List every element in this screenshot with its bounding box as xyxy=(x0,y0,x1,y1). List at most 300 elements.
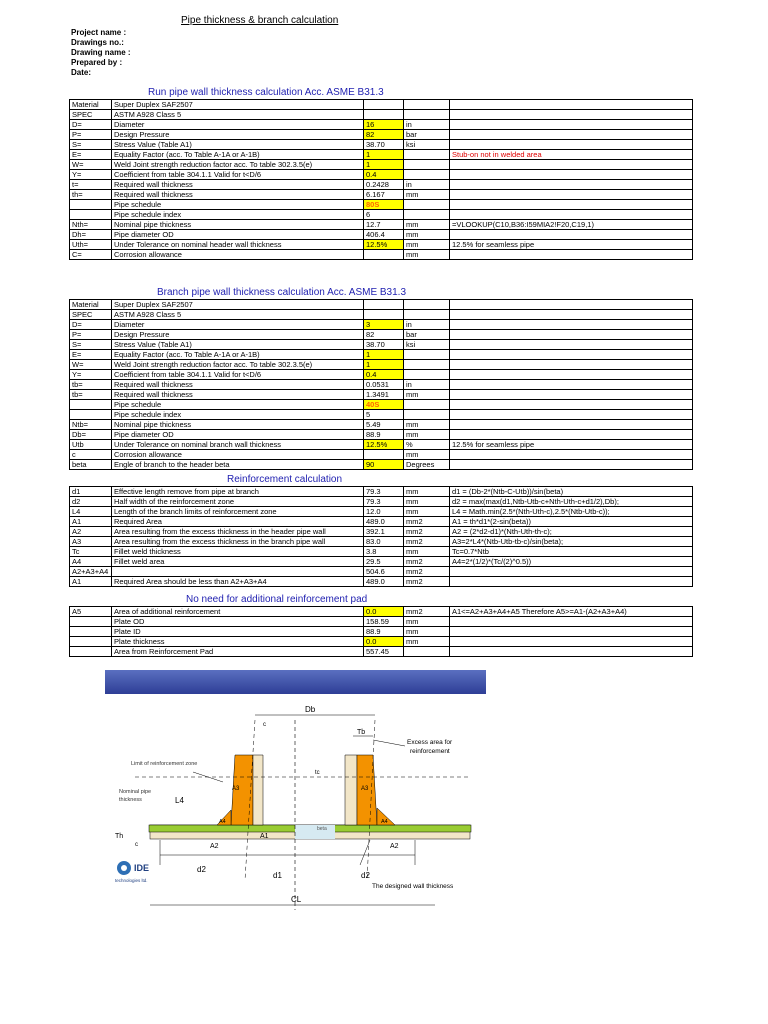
table-cell: Super Duplex SAF2507 xyxy=(112,300,364,310)
table-cell: Ntb= xyxy=(70,420,112,430)
table-row xyxy=(70,537,693,547)
table-cell: 12.5% for seamless pipe xyxy=(450,440,693,450)
label-d2-left: d2 xyxy=(197,865,206,874)
table-cell: tb= xyxy=(70,380,112,390)
table-cell xyxy=(404,150,450,160)
table-cell xyxy=(404,200,450,210)
table-row xyxy=(70,557,693,567)
table-row xyxy=(70,360,693,370)
table-cell: A2 xyxy=(70,527,112,537)
table-cell: Area resulting from the excess thickness in the branch pipe wall xyxy=(112,537,364,547)
table-cell: Half width of the reinforcement zone xyxy=(112,497,364,507)
table-cell: ksi xyxy=(404,140,450,150)
table-row xyxy=(70,330,693,340)
table-cell: Plate ID xyxy=(112,627,364,637)
label-a3-right: A3 xyxy=(361,786,369,792)
table-cell: 12.5% for seamless pipe xyxy=(450,240,693,250)
table-cell: 0.0 xyxy=(364,637,404,647)
table-cell: t= xyxy=(70,180,112,190)
label-designed: The designed wall thickness xyxy=(372,883,454,890)
table-cell: 0.4 xyxy=(364,170,404,180)
table-row xyxy=(70,647,693,657)
table-cell xyxy=(450,320,693,330)
table-cell: Stress Value (Table A1) xyxy=(112,140,364,150)
table-cell xyxy=(404,110,450,120)
table-cell: Stub-on not in welded area xyxy=(450,150,693,160)
table-cell: Pipe schedule xyxy=(112,200,364,210)
table-cell: Tc xyxy=(70,547,112,557)
drawings-no-label: Drawings no.: xyxy=(71,38,124,47)
table-cell: Corrosion allowance xyxy=(112,450,364,460)
table-cell: mm2 xyxy=(404,577,450,587)
label-l4: L4 xyxy=(175,796,184,805)
table-row xyxy=(70,320,693,330)
drawing-name-label: Drawing name : xyxy=(71,48,131,57)
table-cell: 6 xyxy=(364,210,404,220)
table-cell: A2+A3+A4 xyxy=(70,567,112,577)
table-cell: % xyxy=(404,440,450,450)
designed-leader xyxy=(360,840,370,865)
table-cell xyxy=(364,300,404,310)
table-cell: ASTM A928 Class 5 xyxy=(112,110,364,120)
table-cell xyxy=(450,330,693,340)
label-d2-right: d2 xyxy=(361,871,370,880)
label-nominal-2: thickness xyxy=(119,797,142,803)
table-cell xyxy=(70,637,112,647)
table-cell: in xyxy=(404,320,450,330)
table-cell: bar xyxy=(404,330,450,340)
table-cell: mm xyxy=(404,450,450,460)
table-cell: mm2 xyxy=(404,527,450,537)
table-cell: d1 xyxy=(70,487,112,497)
table-cell: th= xyxy=(70,190,112,200)
table-cell: 80S xyxy=(364,200,404,210)
table-cell xyxy=(450,340,693,350)
table-cell: Fillet weld thickness xyxy=(112,547,364,557)
table-cell: Nth= xyxy=(70,220,112,230)
table-cell: mm xyxy=(404,507,450,517)
project-name-label: Project name : xyxy=(71,28,127,37)
table-cell: Weld Joint strength reduction factor acc. To table 302.3.5(e) xyxy=(112,160,364,170)
table-cell: Nominal pipe thickness xyxy=(112,220,364,230)
table-row xyxy=(70,300,693,310)
table-cell: in xyxy=(404,180,450,190)
table-cell xyxy=(70,647,112,657)
table-cell: W= xyxy=(70,360,112,370)
table-cell: mm xyxy=(404,220,450,230)
table-cell: A3 xyxy=(70,537,112,547)
table-cell xyxy=(404,360,450,370)
table-cell: mm xyxy=(404,497,450,507)
table-cell: Pipe schedule index xyxy=(112,410,364,420)
table-cell xyxy=(450,230,693,240)
table-cell xyxy=(450,617,693,627)
table-cell xyxy=(404,647,450,657)
table-cell xyxy=(450,100,693,110)
table-cell xyxy=(450,450,693,460)
table-cell: Coefficient from table 304.1.1 Valid for t<D/6 xyxy=(112,370,364,380)
table-cell: A5 xyxy=(70,607,112,617)
label-excess-1: Excess area for xyxy=(407,739,453,746)
table-cell: 79.3 xyxy=(364,487,404,497)
table-cell xyxy=(450,637,693,647)
table-cell: 90 xyxy=(364,460,404,470)
label-excess-2: reinforcement xyxy=(410,748,450,755)
table-row xyxy=(70,200,693,210)
table-cell: SPEC xyxy=(70,110,112,120)
table-row xyxy=(70,440,693,450)
table-cell: =VLOOKUP(C10,B36:I59MIA2!F20,C19,1) xyxy=(450,220,693,230)
table-cell xyxy=(450,400,693,410)
date-label: Date: xyxy=(71,68,92,77)
table-cell xyxy=(404,300,450,310)
table-cell xyxy=(450,350,693,360)
table-cell: mm xyxy=(404,420,450,430)
table-cell: Corrosion allowance xyxy=(112,250,364,260)
table-cell: Design Pressure xyxy=(112,130,364,140)
table-cell: Pipe diameter OD xyxy=(112,430,364,440)
table-cell xyxy=(450,130,693,140)
table-cell: W= xyxy=(70,160,112,170)
table-cell xyxy=(112,567,364,577)
table-cell xyxy=(404,100,450,110)
table-cell xyxy=(450,180,693,190)
table-cell: 489.0 xyxy=(364,577,404,587)
table-cell xyxy=(450,110,693,120)
table-cell: P= xyxy=(70,330,112,340)
pad-note: No need for additional reinforcement pad xyxy=(186,594,368,605)
table-cell: A4=2*(1/2)*(Tc/(2)^0.5)) xyxy=(450,557,693,567)
table-cell xyxy=(450,170,693,180)
table-cell: mm2 xyxy=(404,517,450,527)
reinforcement-title: Reinforcement calculation xyxy=(227,474,343,485)
table-cell: Y= xyxy=(70,170,112,180)
table-cell: 1 xyxy=(364,350,404,360)
table-cell: Required wall thickness xyxy=(112,180,364,190)
label-a2-left: A2 xyxy=(210,843,219,850)
table-cell: 83.0 xyxy=(364,537,404,547)
table-cell: ksi xyxy=(404,340,450,350)
table-cell xyxy=(450,200,693,210)
table-cell: 82 xyxy=(364,130,404,140)
table-cell: SPEC xyxy=(70,310,112,320)
table-cell xyxy=(404,210,450,220)
table-row xyxy=(70,497,693,507)
table-cell: 88.9 xyxy=(364,627,404,637)
table-row xyxy=(70,140,693,150)
table-cell: A1<=A2+A3+A4+A5 Therefore A5>=A1-(A2+A3+A4) xyxy=(450,607,693,617)
table-cell xyxy=(364,100,404,110)
table-cell xyxy=(450,140,693,150)
table-cell: S= xyxy=(70,140,112,150)
table-cell: Required wall thickness xyxy=(112,190,364,200)
limit-leader xyxy=(193,772,223,782)
logo-text: IDE xyxy=(134,863,150,873)
table-cell: Coefficient from table 304.1.1 Valid for t<D/6 xyxy=(112,170,364,180)
table-cell: Design Pressure xyxy=(112,330,364,340)
table-row xyxy=(70,230,693,240)
table-cell: 489.0 xyxy=(364,517,404,527)
prepared-by-label: Prepared by : xyxy=(71,58,123,67)
table-row xyxy=(70,370,693,380)
table-cell xyxy=(450,190,693,200)
table-cell: 0.2428 xyxy=(364,180,404,190)
run-pipe-table xyxy=(69,99,693,260)
logo-subtext: technologies ltd. xyxy=(115,878,148,883)
page-title: Pipe thickness & branch calculation xyxy=(181,15,339,26)
table-cell: 1 xyxy=(364,150,404,160)
table-cell: 557.45 xyxy=(364,647,404,657)
table-cell: D= xyxy=(70,120,112,130)
table-cell: Area resulting from the excess thickness in the header pipe wall xyxy=(112,527,364,537)
table-row xyxy=(70,420,693,430)
table-cell: mm xyxy=(404,250,450,260)
table-cell: 82 xyxy=(364,330,404,340)
table-cell xyxy=(450,120,693,130)
branch-wall-right xyxy=(345,755,357,825)
table-cell: ASTM A928 Class 5 xyxy=(112,310,364,320)
label-d1: d1 xyxy=(273,871,282,880)
table-cell: 5.49 xyxy=(364,420,404,430)
table-cell: Weld Joint strength reduction factor acc. To table 302.3.5(e) xyxy=(112,360,364,370)
table-cell: Required wall thickness xyxy=(112,390,364,400)
table-cell: in xyxy=(404,120,450,130)
table-cell: Utb xyxy=(70,440,112,450)
table-cell: 3.8 xyxy=(364,547,404,557)
table-cell: 88.9 xyxy=(364,430,404,440)
table-cell: A1 xyxy=(70,577,112,587)
label-a1: A1 xyxy=(260,833,269,840)
table-cell: Required Area should be less than A2+A3+A4 xyxy=(112,577,364,587)
label-th: Th xyxy=(115,833,124,840)
table-row xyxy=(70,637,693,647)
table-cell: Engle of branch to the header beta xyxy=(112,460,364,470)
table-cell: Effective length remove from pipe at branch xyxy=(112,487,364,497)
table-cell xyxy=(450,360,693,370)
table-cell xyxy=(70,627,112,637)
table-row xyxy=(70,130,693,140)
table-cell: Plate thickness xyxy=(112,637,364,647)
table-cell: A4 xyxy=(70,557,112,567)
table-cell: A2 = (2*d2-d1)*(Nth-Uth-th-c); xyxy=(450,527,693,537)
table-row xyxy=(70,607,693,617)
table-row xyxy=(70,210,693,220)
table-cell: Equality Factor (acc. To Table A-1A or A-1B) xyxy=(112,350,364,360)
table-cell: Length of the branch limits of reinforcement zone xyxy=(112,507,364,517)
table-row xyxy=(70,380,693,390)
table-row xyxy=(70,617,693,627)
label-nominal-1: Nominal pipe xyxy=(119,789,152,795)
table-cell: mm2 xyxy=(404,607,450,617)
table-cell xyxy=(450,210,693,220)
table-cell: 392.1 xyxy=(364,527,404,537)
table-cell: 16 xyxy=(364,120,404,130)
table-cell: E= xyxy=(70,350,112,360)
table-cell: Diameter xyxy=(112,120,364,130)
diagram-svg xyxy=(105,670,486,925)
table-cell: 29.5 xyxy=(364,557,404,567)
table-row xyxy=(70,240,693,250)
table-row xyxy=(70,517,693,527)
table-cell: tb= xyxy=(70,390,112,400)
table-cell xyxy=(450,250,693,260)
table-cell: C= xyxy=(70,250,112,260)
table-row xyxy=(70,507,693,517)
table-cell: Degrees xyxy=(404,460,450,470)
table-cell: 1 xyxy=(364,360,404,370)
table-cell xyxy=(450,380,693,390)
table-cell: S= xyxy=(70,340,112,350)
table-row xyxy=(70,577,693,587)
table-cell: Area from Reinforcement Pad xyxy=(112,647,364,657)
table-cell: Stress Value (Table A1) xyxy=(112,340,364,350)
table-cell: 12.7 xyxy=(364,220,404,230)
label-a4-right: A4 xyxy=(381,819,388,825)
table-row xyxy=(70,390,693,400)
table-row xyxy=(70,190,693,200)
table-cell: 38.70 xyxy=(364,340,404,350)
table-cell: d2 = max(max(d1,Ntb-Utb-c+Nth-Uth-c+d1/2),Db); xyxy=(450,497,693,507)
table-cell: E= xyxy=(70,150,112,160)
table-cell: mm2 xyxy=(404,537,450,547)
table-cell: Pipe diameter OD xyxy=(112,230,364,240)
label-a4-left: A4 xyxy=(219,819,226,825)
table-cell: Plate OD xyxy=(112,617,364,627)
table-cell xyxy=(450,300,693,310)
branch-section-title: Branch pipe wall thickness calculation Acc. ASME B31.3 xyxy=(157,287,407,298)
label-cl: CL xyxy=(291,895,302,904)
table-cell xyxy=(450,160,693,170)
table-cell xyxy=(450,390,693,400)
table-cell: 5 xyxy=(364,410,404,420)
table-cell: mm xyxy=(404,390,450,400)
table-cell xyxy=(70,617,112,627)
table-cell: Pipe schedule xyxy=(112,400,364,410)
table-cell: mm xyxy=(404,637,450,647)
table-cell: beta xyxy=(70,460,112,470)
table-cell xyxy=(450,420,693,430)
run-section-title: Run pipe wall thickness calculation Acc. ASME B31.3 xyxy=(148,87,384,98)
table-row xyxy=(70,450,693,460)
table-cell: mm xyxy=(404,240,450,250)
label-tb: Tb xyxy=(357,729,366,736)
table-cell: 0.0531 xyxy=(364,380,404,390)
label-c-left: c xyxy=(135,842,138,848)
table-cell: Tc=0.7*Ntb xyxy=(450,547,693,557)
table-cell xyxy=(404,350,450,360)
table-cell: 6.167 xyxy=(364,190,404,200)
excess-leader xyxy=(373,740,405,746)
table-row xyxy=(70,460,693,470)
table-row xyxy=(70,170,693,180)
table-row xyxy=(70,100,693,110)
table-cell: Nominal pipe thickness xyxy=(112,420,364,430)
table-cell xyxy=(70,200,112,210)
table-cell: mm xyxy=(404,627,450,637)
table-cell: bar xyxy=(404,130,450,140)
table-cell: 158.59 xyxy=(364,617,404,627)
reinforcement-table xyxy=(69,486,693,587)
table-cell: L4 = Math.min(2.5*(Nth-Uth-c),2.5*(Ntb-Utb-c)); xyxy=(450,507,693,517)
table-cell: 38.70 xyxy=(364,140,404,150)
table-cell: 3 xyxy=(364,320,404,330)
table-row xyxy=(70,430,693,440)
table-row xyxy=(70,180,693,190)
table-row xyxy=(70,487,693,497)
branch-reinforcement-diagram xyxy=(105,670,486,925)
table-cell xyxy=(364,110,404,120)
table-cell: mm2 xyxy=(404,567,450,577)
table-cell xyxy=(450,460,693,470)
table-cell: d1 = (Db-2*(Ntb-C-Utb))/sin(beta) xyxy=(450,487,693,497)
table-cell: 79.3 xyxy=(364,497,404,507)
table-cell: Uth= xyxy=(70,240,112,250)
table-row xyxy=(70,567,693,577)
table-cell: Required Area xyxy=(112,517,364,527)
table-cell: Equality Factor (acc. To Table A-1A or A-1B) xyxy=(112,150,364,160)
table-cell: Under Tolerance on nominal branch wall thickness xyxy=(112,440,364,450)
table-row xyxy=(70,160,693,170)
table-cell: L4 xyxy=(70,507,112,517)
table-cell: Material xyxy=(70,300,112,310)
table-row xyxy=(70,310,693,320)
table-cell: A1 xyxy=(70,517,112,527)
table-cell: 1 xyxy=(364,160,404,170)
table-cell: 0.0 xyxy=(364,607,404,617)
table-cell xyxy=(450,567,693,577)
table-row xyxy=(70,527,693,537)
label-beta: beta xyxy=(317,826,327,832)
table-cell: 406.4 xyxy=(364,230,404,240)
table-cell: Diameter xyxy=(112,320,364,330)
table-cell: Dh= xyxy=(70,230,112,240)
branch-wall-left xyxy=(253,755,263,825)
branch-pipe-table xyxy=(69,299,693,470)
table-cell xyxy=(450,410,693,420)
table-row xyxy=(70,410,693,420)
table-cell: Fillet weld area xyxy=(112,557,364,567)
table-cell: 0.4 xyxy=(364,370,404,380)
table-cell: Pipe schedule index xyxy=(112,210,364,220)
table-cell: in xyxy=(404,380,450,390)
table-row xyxy=(70,400,693,410)
table-cell: mm xyxy=(404,190,450,200)
table-cell: 12.5% xyxy=(364,240,404,250)
table-cell: mm xyxy=(404,547,450,557)
table-cell: Y= xyxy=(70,370,112,380)
table-cell: mm xyxy=(404,430,450,440)
reinforcement-pad-table xyxy=(69,606,693,657)
table-row xyxy=(70,150,693,160)
table-cell xyxy=(404,170,450,180)
label-tc: tc xyxy=(315,770,320,776)
table-cell: Required wall thickness xyxy=(112,380,364,390)
table-row xyxy=(70,340,693,350)
table-row xyxy=(70,110,693,120)
label-db: Db xyxy=(305,705,316,714)
table-cell: d2 xyxy=(70,497,112,507)
table-cell: 1.3491 xyxy=(364,390,404,400)
table-cell: mm xyxy=(404,230,450,240)
table-cell xyxy=(364,250,404,260)
table-row xyxy=(70,120,693,130)
label-c-top: c xyxy=(263,722,266,728)
table-cell: Db= xyxy=(70,430,112,440)
table-cell xyxy=(70,400,112,410)
table-cell: 12.5% xyxy=(364,440,404,450)
table-cell: D= xyxy=(70,320,112,330)
table-row xyxy=(70,220,693,230)
